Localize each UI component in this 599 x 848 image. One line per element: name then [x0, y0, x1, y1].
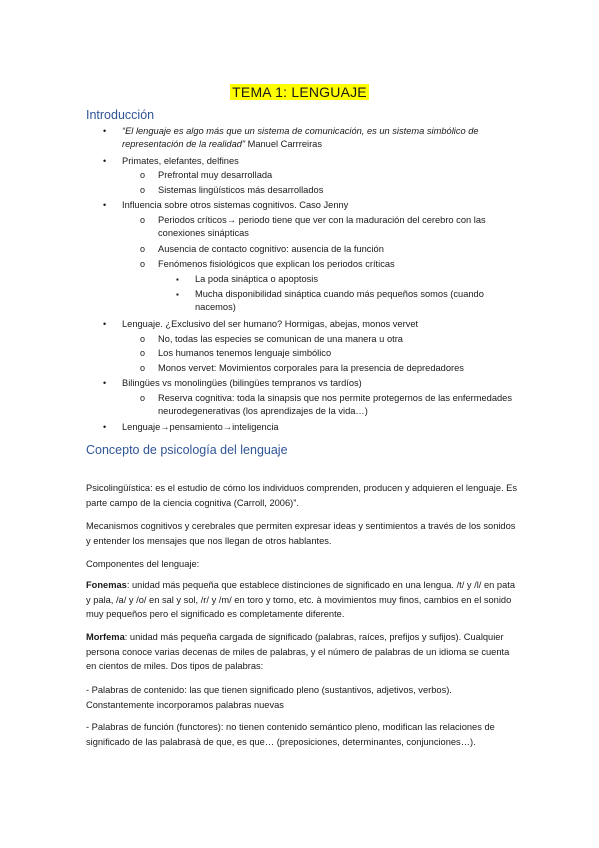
list-item-quote [122, 125, 517, 151]
list-item-influencia: Influencia sobre otros sistemas cognitivos. Caso Jenny [122, 200, 349, 210]
list-subitem: Ausencia de contacto cognitivo: ausencia de la función [158, 244, 384, 254]
paragraph-componentes: Componentes del lenguaje: [86, 559, 200, 569]
list-subitem: Periodos críticos→ periodo tiene que ver con la maduración del cerebro con las conexiones sinápticas [158, 215, 486, 238]
paragraph-fonemas: Fonemas: unidad más pequeña que establece distinciones de significado en una lengua. /t/ y /l/ en pata y pala, /a/ y /o/ en sal y sol, /r/ y /m/ en toro y tomo, etc. à movimientos muy finos, cambios en el sonido muy pequeños pero el significado es completamente diferente. [86, 580, 515, 619]
quote-text: “El lenguaje es algo más que un sistema de comunicación, es un sistema simbólico de representación de la realidad” [122, 126, 479, 149]
bullet-marker: • [103, 422, 107, 432]
section-heading-introduccion: Introducción [86, 108, 155, 122]
list-item-bilingues: Bilingües vs monolingües (bilingües tempranos vs tardíos) [122, 378, 362, 388]
list-item-primates: Primates, elefantes, delfines [122, 156, 239, 166]
bullet-marker: ▪ [176, 275, 179, 284]
list-subsubitem: La poda sináptica o apoptosis [195, 274, 319, 284]
paragraph-morfema: Morfema: unidad más pequeña cargada de significado (palabras, raíces, prefijos y sufijos). Cualquier persona conoce varias decenas de miles de palabras, y el número de palabras de un idioma se cuenta en cientos de miles. Dos tipos de palabras: [86, 632, 510, 671]
bullet-marker: o [140, 185, 146, 195]
bullet-marker: o [140, 363, 146, 373]
bullet-marker: o [140, 259, 146, 269]
term-morfema: Morfema [86, 632, 125, 642]
bullet-marker: • [103, 126, 107, 136]
list-subitem: Los humanos tenemos lenguaje simbólico [158, 348, 332, 358]
term-fonemas: Fonemas [86, 580, 127, 590]
list-subsubitem: Mucha disponibilidad sináptica cuando más pequeños somos (cuando nacemos) [195, 289, 484, 312]
bullet-marker: o [140, 170, 146, 180]
list-subitem: No, todas las especies se comunican de una manera u otra [158, 334, 403, 344]
bullet-marker: o [140, 244, 146, 254]
quote-author: Manuel Carrreiras [245, 139, 322, 149]
bullet-marker: ▪ [176, 290, 179, 299]
bullet-marker: • [103, 378, 107, 388]
section-heading-concepto: Concepto de psicología del lenguaje [86, 443, 288, 457]
document-title: TEMA 1: LENGUAJE [232, 84, 367, 100]
list-subitem: Reserva cognitiva: toda la sinapsis que nos permite protegernos de las enfermedades neurodegenerativas (los aprendizajes de la vida…) [158, 393, 513, 416]
list-item-relacion: Lenguaje→pensamiento→inteligencia [122, 422, 279, 432]
list-item-lenguaje: Lenguaje. ¿Exclusivo del ser humano? Hormigas, abejas, monos vervet [122, 319, 419, 329]
list-subitem: Fenómenos fisiológicos que explican los periodos críticas [158, 259, 395, 269]
list-subitem: Sistemas lingüísticos más desarrollados [158, 185, 324, 195]
paragraph-palabras-funcion: - Palabras de función (functores): no tienen contenido semántico pleno, modifican las relaciones de significado de las palabrasà de que, es que… (preposiciones, determinantes, conjunciones…). [86, 722, 495, 747]
bullet-marker: o [140, 215, 146, 225]
list-subitem: Monos vervet: Movimientos corporales para la presencia de depredadores [158, 363, 464, 373]
list-subitem: Prefrontal muy desarrollada [158, 170, 273, 180]
bullet-marker: • [103, 319, 107, 329]
term-psicolinguistica: Psicolingüística [86, 483, 151, 493]
bullet-marker: o [140, 348, 146, 358]
bullet-marker: o [140, 393, 146, 403]
bullet-marker: o [140, 334, 146, 344]
paragraph-mecanismos: Mecanismos cognitivos y cerebrales que permiten expresar ideas y sentimientos a través de los sonidos y entender los mensajes que nos llegan de otros hablantes. [86, 521, 516, 546]
bullet-marker: • [103, 156, 107, 166]
paragraph-psicolinguistica: Psicolingüística: es el estudio de cómo los individuos comprenden, producen y adquieren el lenguaje. Es parte campo de la ciencia cognitiva (Carroll, 2006)”. [86, 483, 518, 508]
paragraph-palabras-contenido: - Palabras de contenido: las que tienen significado pleno (sustantivos, adjetivos, verbos). Constantemente incorporamos palabras nuevas [86, 685, 452, 710]
bullet-marker: • [103, 200, 107, 210]
